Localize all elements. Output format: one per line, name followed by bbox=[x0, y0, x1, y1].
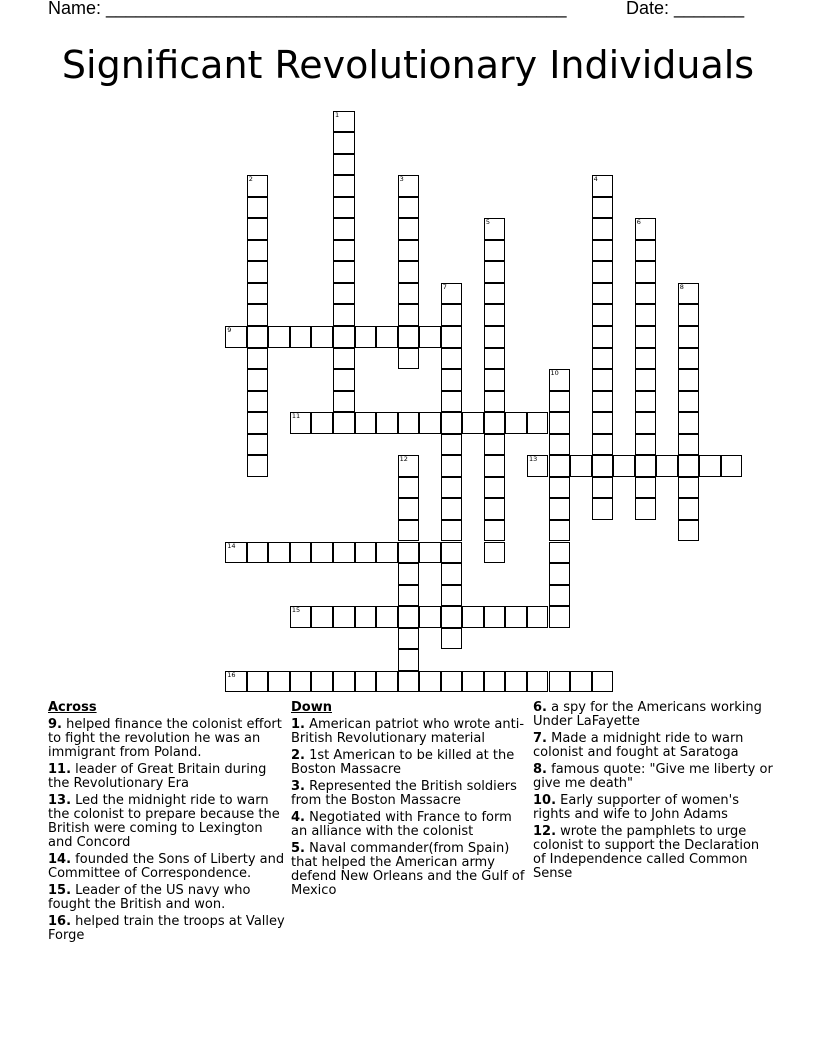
grid-cell[interactable] bbox=[398, 649, 420, 671]
grid-cell[interactable] bbox=[462, 412, 484, 434]
grid-cell[interactable] bbox=[549, 455, 571, 477]
clue-down-7 bbox=[533, 732, 773, 760]
grid-cell[interactable] bbox=[247, 348, 269, 370]
grid-cell[interactable] bbox=[333, 197, 355, 219]
clue-text: founded the Sons of Liberty and Committee of Correspondence. bbox=[48, 852, 285, 881]
grid-cell[interactable] bbox=[549, 477, 571, 499]
clue-down-6 bbox=[533, 701, 773, 729]
grid-cell[interactable] bbox=[376, 671, 398, 693]
grid-cell[interactable] bbox=[333, 175, 355, 197]
grid-cell[interactable] bbox=[678, 369, 700, 391]
grid-cell[interactable] bbox=[398, 218, 420, 240]
grid-cell[interactable] bbox=[333, 412, 355, 434]
grid-cell[interactable] bbox=[441, 606, 463, 628]
grid-cell[interactable] bbox=[484, 283, 506, 305]
grid-cell[interactable] bbox=[376, 326, 398, 348]
clue-down-8 bbox=[533, 763, 773, 791]
grid-cell[interactable] bbox=[635, 218, 657, 240]
grid-cell[interactable] bbox=[592, 391, 614, 413]
clue-number: 16. bbox=[48, 914, 72, 929]
grid-cell[interactable] bbox=[635, 412, 657, 434]
grid-cell[interactable] bbox=[225, 671, 247, 693]
grid-cell[interactable] bbox=[398, 520, 420, 542]
grid-cell[interactable] bbox=[592, 326, 614, 348]
grid-cell-number: 10 bbox=[550, 369, 559, 378]
grid-cell[interactable] bbox=[549, 369, 571, 391]
grid-cell[interactable] bbox=[398, 671, 420, 693]
grid-cell[interactable] bbox=[484, 542, 506, 564]
grid-cell[interactable] bbox=[592, 175, 614, 197]
grid-cell[interactable] bbox=[311, 671, 333, 693]
grid-cell[interactable] bbox=[592, 369, 614, 391]
grid-cell[interactable] bbox=[592, 197, 614, 219]
grid-cell[interactable] bbox=[333, 240, 355, 262]
grid-cell[interactable] bbox=[419, 671, 441, 693]
grid-cell[interactable] bbox=[441, 563, 463, 585]
clue-text: Negotiated with France to form an alliance with the colonist bbox=[291, 810, 512, 839]
grid-cell[interactable] bbox=[592, 304, 614, 326]
grid-cell[interactable] bbox=[355, 671, 377, 693]
grid-cell[interactable] bbox=[592, 671, 614, 693]
grid-cell[interactable] bbox=[527, 606, 549, 628]
grid-cell[interactable] bbox=[441, 520, 463, 542]
grid-cell-number: 14 bbox=[227, 541, 236, 550]
clue-text: helped train the troops at Valley Forge bbox=[48, 914, 285, 943]
grid-cell[interactable] bbox=[247, 434, 269, 456]
grid-cell[interactable] bbox=[398, 412, 420, 434]
grid-cell[interactable] bbox=[678, 348, 700, 370]
grid-cell[interactable] bbox=[699, 455, 721, 477]
clue-across-13 bbox=[48, 794, 288, 850]
clue-down-3 bbox=[291, 780, 531, 808]
clue-down-2 bbox=[291, 749, 531, 777]
grid-cell[interactable] bbox=[484, 261, 506, 283]
grid-cell[interactable] bbox=[247, 412, 269, 434]
down-heading: Down bbox=[291, 700, 332, 715]
grid-cell[interactable] bbox=[592, 240, 614, 262]
grid-cell[interactable] bbox=[678, 434, 700, 456]
clue-text: 1st American to be killed at the Boston Massacre bbox=[291, 748, 515, 777]
grid-cell[interactable] bbox=[484, 369, 506, 391]
grid-cell[interactable] bbox=[549, 671, 571, 693]
header bbox=[48, 0, 748, 21]
grid-cell[interactable] bbox=[592, 477, 614, 499]
clue-text: helped finance the colonist effort to fight the revolution he was an immigrant from Poland. bbox=[48, 717, 282, 760]
grid-cell[interactable] bbox=[484, 412, 506, 434]
grid-cell[interactable] bbox=[484, 434, 506, 456]
clue-number: 13. bbox=[48, 793, 72, 808]
grid-cell[interactable] bbox=[333, 326, 355, 348]
grid-cell[interactable] bbox=[678, 477, 700, 499]
grid-cell[interactable] bbox=[592, 412, 614, 434]
grid-cell[interactable] bbox=[376, 412, 398, 434]
grid-cell-number: 6 bbox=[636, 218, 641, 227]
grid-cell[interactable] bbox=[462, 671, 484, 693]
grid-cell[interactable] bbox=[333, 348, 355, 370]
clue-number: 8. bbox=[533, 762, 547, 777]
grid-cell[interactable] bbox=[441, 477, 463, 499]
grid-cell-number: 9 bbox=[227, 326, 232, 334]
grid-cell[interactable] bbox=[247, 261, 269, 283]
grid-cell[interactable] bbox=[398, 348, 420, 370]
clue-text: leader of Great Britain during the Revolutionary Era bbox=[48, 762, 267, 791]
grid-cell[interactable] bbox=[656, 455, 678, 477]
grid-cell[interactable] bbox=[333, 369, 355, 391]
grid-cell[interactable] bbox=[549, 412, 571, 434]
grid-cell[interactable] bbox=[355, 606, 377, 628]
grid-cell[interactable] bbox=[635, 369, 657, 391]
grid-cell[interactable] bbox=[333, 154, 355, 176]
grid-cell[interactable] bbox=[398, 326, 420, 348]
grid-cell[interactable] bbox=[441, 348, 463, 370]
grid-cell[interactable] bbox=[484, 326, 506, 348]
clue-across-14 bbox=[48, 853, 288, 881]
grid-cell[interactable] bbox=[505, 606, 527, 628]
clue-text: Represented the British soldiers from the Boston Massacre bbox=[291, 779, 517, 808]
grid-cell[interactable] bbox=[247, 304, 269, 326]
grid-cell[interactable] bbox=[441, 412, 463, 434]
clue-text: famous quote: "Give me liberty or give me death" bbox=[533, 762, 773, 791]
grid-cell[interactable] bbox=[290, 542, 312, 564]
clue-text: a spy for the Americans working Under LaFayette bbox=[533, 700, 762, 729]
clue-number: 7. bbox=[533, 731, 547, 746]
grid-cell[interactable] bbox=[398, 197, 420, 219]
down-clues-continued bbox=[533, 701, 773, 884]
grid-cell-number: 5 bbox=[485, 218, 490, 227]
grid-cell[interactable] bbox=[398, 563, 420, 585]
grid-cell[interactable] bbox=[549, 520, 571, 542]
grid-cell[interactable] bbox=[484, 455, 506, 477]
grid-cell[interactable] bbox=[592, 348, 614, 370]
grid-cell-number: 11 bbox=[291, 412, 301, 421]
grid-cell[interactable] bbox=[333, 132, 355, 154]
grid-cell[interactable] bbox=[333, 111, 355, 133]
grid-cell[interactable] bbox=[592, 283, 614, 305]
page-title: Significant Revolutionary Individuals bbox=[61, 43, 755, 87]
grid-cell[interactable] bbox=[549, 606, 571, 628]
clue-across-11 bbox=[48, 763, 288, 791]
grid-cell[interactable] bbox=[268, 326, 290, 348]
grid-cell[interactable] bbox=[268, 542, 290, 564]
grid-cell[interactable] bbox=[678, 455, 700, 477]
grid-cell[interactable] bbox=[635, 477, 657, 499]
grid-cell[interactable] bbox=[635, 391, 657, 413]
clue-number: 5. bbox=[291, 841, 305, 856]
clue-down-12 bbox=[533, 825, 773, 881]
grid-cell[interactable] bbox=[398, 283, 420, 305]
grid-cell[interactable] bbox=[333, 671, 355, 693]
grid-cell-number: 8 bbox=[679, 282, 684, 291]
grid-cell[interactable] bbox=[333, 606, 355, 628]
grid-cell[interactable] bbox=[311, 606, 333, 628]
grid-cell[interactable] bbox=[484, 498, 506, 520]
grid-cell[interactable] bbox=[333, 283, 355, 305]
grid-cell[interactable] bbox=[247, 369, 269, 391]
grid-cell[interactable] bbox=[549, 391, 571, 413]
grid-cell[interactable] bbox=[398, 606, 420, 628]
grid-cell[interactable] bbox=[549, 563, 571, 585]
clue-text: American patriot who wrote anti-British Revolutionary material bbox=[291, 717, 525, 746]
clue-text: Naval commander(from Spain) that helped the American army defend New Orleans and the Gulf of Mexico bbox=[291, 841, 525, 898]
grid-cell[interactable] bbox=[678, 520, 700, 542]
grid-cell[interactable] bbox=[678, 283, 700, 305]
clue-text: Led the midnight ride to warn the colonist to prepare because the British were coming to Lexington and Concord bbox=[48, 793, 280, 850]
grid-cell[interactable] bbox=[635, 348, 657, 370]
grid-cell[interactable] bbox=[527, 671, 549, 693]
grid-cell[interactable] bbox=[333, 391, 355, 413]
grid-cell[interactable] bbox=[311, 412, 333, 434]
grid-cell[interactable] bbox=[678, 498, 700, 520]
grid-cell[interactable] bbox=[462, 606, 484, 628]
grid-cell-number: 13 bbox=[528, 455, 538, 464]
grid-cell[interactable] bbox=[290, 326, 312, 348]
grid-cell[interactable] bbox=[635, 261, 657, 283]
grid-cell[interactable] bbox=[441, 434, 463, 456]
grid-cell[interactable] bbox=[247, 542, 269, 564]
grid-cell[interactable] bbox=[398, 498, 420, 520]
grid-cell-number: 1 bbox=[335, 110, 340, 119]
date-field-label: Date: _______ bbox=[626, 0, 745, 18]
grid-cell[interactable] bbox=[290, 606, 312, 628]
grid-cell[interactable] bbox=[484, 520, 506, 542]
grid-cell[interactable] bbox=[290, 671, 312, 693]
clue-text: Leader of the US navy who fought the British and won. bbox=[48, 883, 251, 912]
grid-cell[interactable] bbox=[441, 542, 463, 564]
grid-cell[interactable] bbox=[527, 412, 549, 434]
grid-cell[interactable] bbox=[527, 455, 549, 477]
grid-cell[interactable] bbox=[398, 477, 420, 499]
grid-cell[interactable] bbox=[247, 326, 269, 348]
grid-cell[interactable] bbox=[355, 412, 377, 434]
grid-cell[interactable] bbox=[441, 369, 463, 391]
grid-cell[interactable] bbox=[678, 412, 700, 434]
clue-number: 12. bbox=[533, 824, 557, 839]
clue-number: 2. bbox=[291, 748, 305, 763]
grid-cell[interactable] bbox=[333, 304, 355, 326]
grid-cell[interactable] bbox=[484, 304, 506, 326]
grid-cell-number: 3 bbox=[399, 175, 404, 184]
grid-cell[interactable] bbox=[635, 283, 657, 305]
grid-cell[interactable] bbox=[613, 455, 635, 477]
grid-cell[interactable] bbox=[678, 326, 700, 348]
grid-cell[interactable] bbox=[635, 240, 657, 262]
grid-cell[interactable] bbox=[355, 542, 377, 564]
grid-cell[interactable] bbox=[419, 606, 441, 628]
grid-cell[interactable] bbox=[441, 585, 463, 607]
grid-cell[interactable] bbox=[441, 304, 463, 326]
grid-cell[interactable] bbox=[398, 455, 420, 477]
clue-across-15 bbox=[48, 884, 288, 912]
grid-cell[interactable] bbox=[311, 542, 333, 564]
clue-across-16 bbox=[48, 915, 288, 943]
grid-cell[interactable] bbox=[549, 585, 571, 607]
grid-cell[interactable] bbox=[678, 391, 700, 413]
clue-number: 11. bbox=[48, 762, 72, 777]
grid-cell[interactable] bbox=[247, 175, 269, 197]
grid-cell[interactable] bbox=[247, 240, 269, 262]
grid-cell[interactable] bbox=[441, 628, 463, 650]
grid-cell[interactable] bbox=[376, 542, 398, 564]
grid-cell[interactable] bbox=[592, 455, 614, 477]
grid-cell[interactable] bbox=[635, 326, 657, 348]
grid-cell[interactable] bbox=[398, 304, 420, 326]
grid-cell[interactable] bbox=[333, 218, 355, 240]
grid-cell[interactable] bbox=[592, 218, 614, 240]
grid-cell[interactable] bbox=[678, 304, 700, 326]
grid-cell[interactable] bbox=[398, 175, 420, 197]
across-clues bbox=[48, 700, 288, 946]
down-clues bbox=[291, 700, 531, 901]
grid-cell[interactable] bbox=[721, 455, 743, 477]
grid-cell[interactable] bbox=[549, 542, 571, 564]
grid-cell[interactable] bbox=[484, 240, 506, 262]
grid-cell[interactable] bbox=[247, 218, 269, 240]
grid-cell[interactable] bbox=[441, 498, 463, 520]
grid-cell[interactable] bbox=[441, 326, 463, 348]
grid-cell[interactable] bbox=[484, 391, 506, 413]
grid-cell[interactable] bbox=[376, 606, 398, 628]
grid-cell[interactable] bbox=[398, 240, 420, 262]
grid-cell[interactable] bbox=[225, 542, 247, 564]
grid-cell[interactable] bbox=[311, 326, 333, 348]
clue-number: 6. bbox=[533, 700, 547, 715]
grid-cell[interactable] bbox=[419, 412, 441, 434]
grid-cell[interactable] bbox=[419, 326, 441, 348]
grid-cell[interactable] bbox=[635, 498, 657, 520]
grid-cell[interactable] bbox=[549, 498, 571, 520]
clue-down-10 bbox=[533, 794, 773, 822]
grid-cell[interactable] bbox=[505, 412, 527, 434]
grid-cell[interactable] bbox=[247, 671, 269, 693]
grid-cell[interactable] bbox=[333, 261, 355, 283]
grid-cell-number: 16 bbox=[227, 670, 236, 679]
grid-cell[interactable] bbox=[549, 434, 571, 456]
across-heading: Across bbox=[48, 700, 97, 715]
name-field-label: Name: ______________________________________________ bbox=[48, 0, 567, 18]
clue-number: 9. bbox=[48, 717, 62, 732]
grid-cell[interactable] bbox=[484, 477, 506, 499]
clue-number: 15. bbox=[48, 883, 72, 898]
grid-cell[interactable] bbox=[635, 434, 657, 456]
grid-cell-number: 12 bbox=[399, 455, 408, 464]
grid-cell[interactable] bbox=[247, 197, 269, 219]
grid-cell[interactable] bbox=[398, 628, 420, 650]
grid-cell[interactable] bbox=[592, 261, 614, 283]
grid-cell[interactable] bbox=[484, 606, 506, 628]
grid-cell-number: 15 bbox=[291, 606, 301, 615]
grid-cell[interactable] bbox=[398, 542, 420, 564]
grid-cell[interactable] bbox=[398, 261, 420, 283]
clue-text: Early supporter of women's rights and wife to John Adams bbox=[533, 793, 740, 822]
clue-number: 1. bbox=[291, 717, 305, 732]
grid-cell[interactable] bbox=[484, 671, 506, 693]
grid-cell[interactable] bbox=[592, 498, 614, 520]
grid-cell[interactable] bbox=[635, 304, 657, 326]
grid-cell-number: 2 bbox=[248, 175, 253, 184]
clue-number: 3. bbox=[291, 779, 305, 794]
grid-cell[interactable] bbox=[570, 671, 592, 693]
grid-cell[interactable] bbox=[635, 455, 657, 477]
grid-cell[interactable] bbox=[398, 585, 420, 607]
grid-cell[interactable] bbox=[419, 542, 441, 564]
grid-cell[interactable] bbox=[505, 671, 527, 693]
grid-cell[interactable] bbox=[441, 283, 463, 305]
grid-cell[interactable] bbox=[441, 671, 463, 693]
grid-cell[interactable] bbox=[355, 326, 377, 348]
grid-cell[interactable] bbox=[247, 283, 269, 305]
grid-cell[interactable] bbox=[225, 326, 247, 348]
grid-cell[interactable] bbox=[268, 671, 290, 693]
clue-down-4 bbox=[291, 811, 531, 839]
grid-cell[interactable] bbox=[333, 542, 355, 564]
clue-number: 14. bbox=[48, 852, 72, 867]
grid-cell[interactable] bbox=[484, 218, 506, 240]
clue-down-5 bbox=[291, 842, 531, 898]
grid-cell[interactable] bbox=[484, 348, 506, 370]
clue-text: wrote the pamphlets to urge colonist to support the Declaration of Independence called Common Sense bbox=[533, 824, 760, 881]
clue-down-1 bbox=[291, 718, 531, 746]
grid-cell[interactable] bbox=[441, 455, 463, 477]
clue-number: 10. bbox=[533, 793, 557, 808]
clue-number: 4. bbox=[291, 810, 305, 825]
grid-cell-number: 7 bbox=[442, 282, 447, 291]
grid-cell[interactable] bbox=[290, 412, 312, 434]
grid-cell[interactable] bbox=[247, 391, 269, 413]
grid-cell[interactable] bbox=[247, 455, 269, 477]
grid-cell[interactable] bbox=[592, 434, 614, 456]
grid-cell-number: 4 bbox=[593, 175, 598, 184]
grid-cell[interactable] bbox=[441, 391, 463, 413]
clue-text: Made a midnight ride to warn colonist and fought at Saratoga bbox=[533, 731, 744, 760]
grid-cell[interactable] bbox=[570, 455, 592, 477]
clue-across-9 bbox=[48, 718, 288, 760]
